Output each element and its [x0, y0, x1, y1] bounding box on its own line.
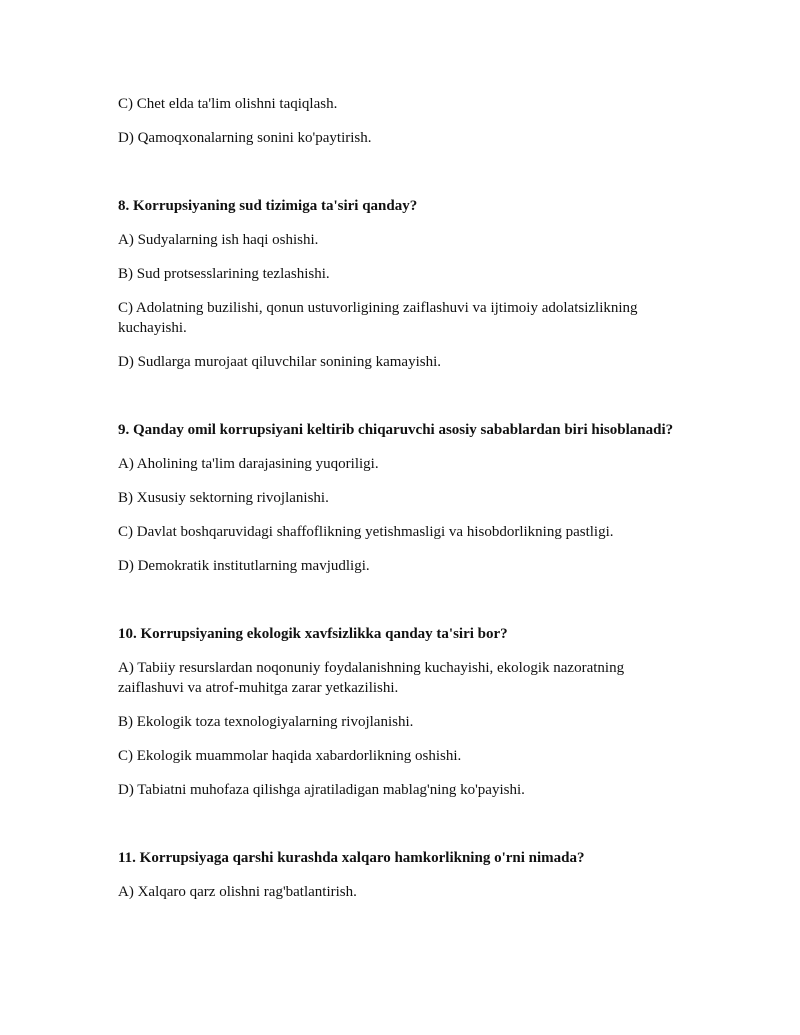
question-title: 8. Korrupsiyaning sud tizimiga ta'siri qanday? — [118, 198, 418, 214]
document-page — [118, 94, 678, 916]
answer-option: D) Sudlarga murojaat qiluvchilar sonining kamayishi. — [118, 354, 441, 370]
answer-option: B) Ekologik toza texnologiyalarning rivojlanishi. — [118, 714, 414, 730]
answer-option: A) Aholining ta'lim darajasining yuqoriligi. — [118, 456, 379, 472]
answer-option: C) Ekologik muammolar haqida xabardorlikning oshishi. — [118, 748, 462, 764]
answer-option: B) Xususiy sektorning rivojlanishi. — [118, 490, 329, 506]
answer-option: A) Xalqaro qarz olishni rag'batlantirish. — [118, 884, 357, 900]
answer-option: D) Qamoqxonalarning sonini ko'paytirish. — [118, 130, 372, 146]
answer-option: D) Demokratik institutlarning mavjudligi. — [118, 558, 370, 574]
answer-option: C) Adolatning buzilishi, qonun ustuvorligining zaiflashuvi va ijtimoiy adolatsizlikning kuchayishi. — [118, 300, 638, 336]
answer-option: A) Tabiiy resurslardan noqonuniy foydalanishning kuchayishi, ekologik nazoratning zaiflashuvi va atrof-muhitga zarar yetkazilishi. — [118, 660, 625, 696]
question-title: 9. Qanday omil korrupsiyani keltirib chiqaruvchi asosiy sabablardan biri hisoblanadi? — [118, 422, 674, 438]
question-title: 10. Korrupsiyaning ekologik xavfsizlikka qanday ta'siri bor? — [118, 626, 508, 642]
question-title: 11. Korrupsiyaga qarshi kurashda xalqaro hamkorlikning o'rni nimada? — [118, 850, 585, 866]
answer-option: C) Chet elda ta'lim olishni taqiqlash. — [118, 96, 338, 112]
answer-option: C) Davlat boshqaruvidagi shaffoflikning yetishmasligi va hisobdorlikning pastligi. — [118, 524, 614, 540]
answer-option: A) Sudyalarning ish haqi oshishi. — [118, 232, 319, 248]
answer-option: D) Tabiatni muhofaza qilishga ajratiladigan mablag'ning ko'payishi. — [118, 782, 525, 798]
answer-option: B) Sud protsesslarining tezlashishi. — [118, 266, 330, 282]
